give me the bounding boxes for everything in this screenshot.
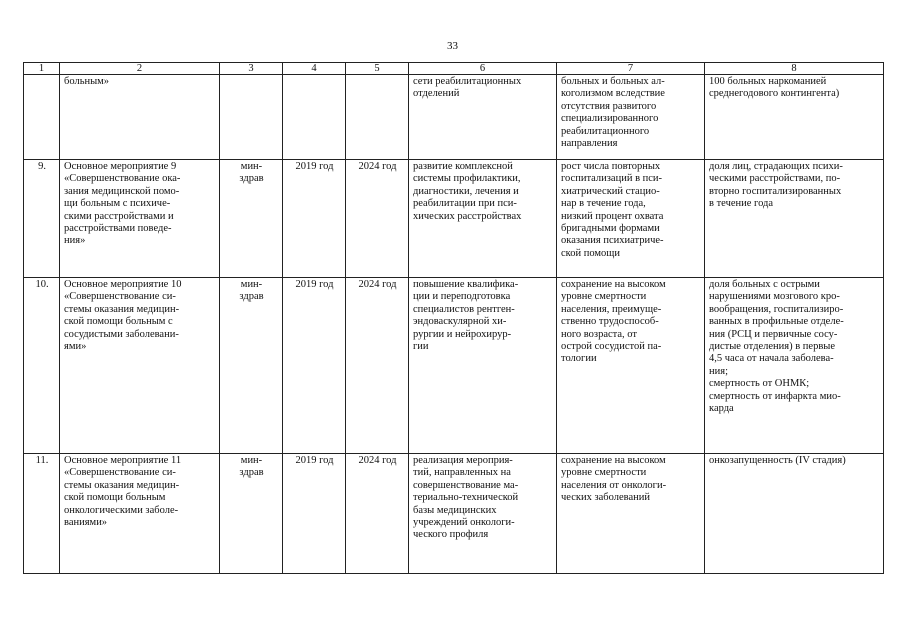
consequences: сохранение на высоком уровне смертности населения, преимуще- ственно трудоспособ- ного возраста, от острой сосудистой па- тологии (557, 278, 705, 454)
row-number (24, 75, 60, 160)
measure-name: Основное мероприятие 11 «Совершенствование си- стемы оказания медицин- ской помощи больным онкологическими заболе- ваниями» (60, 454, 220, 574)
end-year: 2024 год (346, 278, 409, 454)
end-year: 2024 год (346, 160, 409, 278)
consequences: сохранение на высоком уровне смертности населения от онкологи- ческих заболеваний (557, 454, 705, 574)
measures-table (23, 62, 884, 574)
row-number: 11. (24, 454, 60, 574)
start-year: 2019 год (283, 160, 346, 278)
indicators: 100 больных наркоманией среднегодового контингента) (705, 75, 884, 160)
row-number: 9. (24, 160, 60, 278)
column-header: 8 (705, 63, 884, 75)
table-row (24, 160, 884, 278)
column-header: 1 (24, 63, 60, 75)
executor: мин- здрав (220, 454, 283, 574)
column-header: 2 (60, 63, 220, 75)
start-year: 2019 год (283, 278, 346, 454)
row-number: 10. (24, 278, 60, 454)
consequences: больных и больных ал- коголизмом вследствие отсутствия развитого специализированного реабилитационного направления (557, 75, 705, 160)
expected-result: развитие комплексной системы профилактики, диагностики, лечения и реабилитации при пси- хических расстройствах (409, 160, 557, 278)
end-year (346, 75, 409, 160)
expected-result: сети реабилитационных отделений (409, 75, 557, 160)
executor: мин- здрав (220, 160, 283, 278)
expected-result: повышение квалифика- ции и переподготовка специалистов рентген- эндоваскулярной хи- рургии и нейрохирур- гии (409, 278, 557, 454)
measure-name: больным» (60, 75, 220, 160)
indicators: доля больных с острыми нарушениями мозгового кро- вообращения, госпитализиро- ванных в профильные отделе- ния (РСЦ и первичные сосу- дистые отделения) в первые 4,5 часа от начала заболева- ния; смертность от ОНМК; смертность от инфаркта мио- карда (705, 278, 884, 454)
column-header: 7 (557, 63, 705, 75)
consequences: рост числа повторных госпитализаций в пси- хиатрический стацио- нар в течение года, низкий процент охвата бригадными формами оказания психиатриче- ской помощи (557, 160, 705, 278)
executor: мин- здрав (220, 278, 283, 454)
page-number: 33 (447, 40, 458, 52)
start-year (283, 75, 346, 160)
start-year: 2019 год (283, 454, 346, 574)
table-row (24, 75, 884, 160)
executor (220, 75, 283, 160)
column-header: 3 (220, 63, 283, 75)
header-row (24, 63, 884, 75)
column-header: 6 (409, 63, 557, 75)
measure-name: Основное мероприятие 9 «Совершенствование ока- зания медицинской помо- щи больным с психиче- скими расстройствами и расстройствами поведе- ния» (60, 160, 220, 278)
measure-name: Основное мероприятие 10 «Совершенствование си- стемы оказания медицин- ской помощи больным с сосудистыми заболевани- ями» (60, 278, 220, 454)
expected-result: реализация мероприя- тий, направленных на совершенствование ма- териально-технической базы медицинских учреждений онкологи- ческого профиля (409, 454, 557, 574)
indicators: онкозапущенность (IV стадия) (705, 454, 884, 574)
end-year: 2024 год (346, 454, 409, 574)
column-header: 5 (346, 63, 409, 75)
table-row (24, 454, 884, 574)
table-row (24, 278, 884, 454)
column-header: 4 (283, 63, 346, 75)
indicators: доля лиц, страдающих психи- ческими расстройствами, по- вторно госпитализированных в течение года (705, 160, 884, 278)
